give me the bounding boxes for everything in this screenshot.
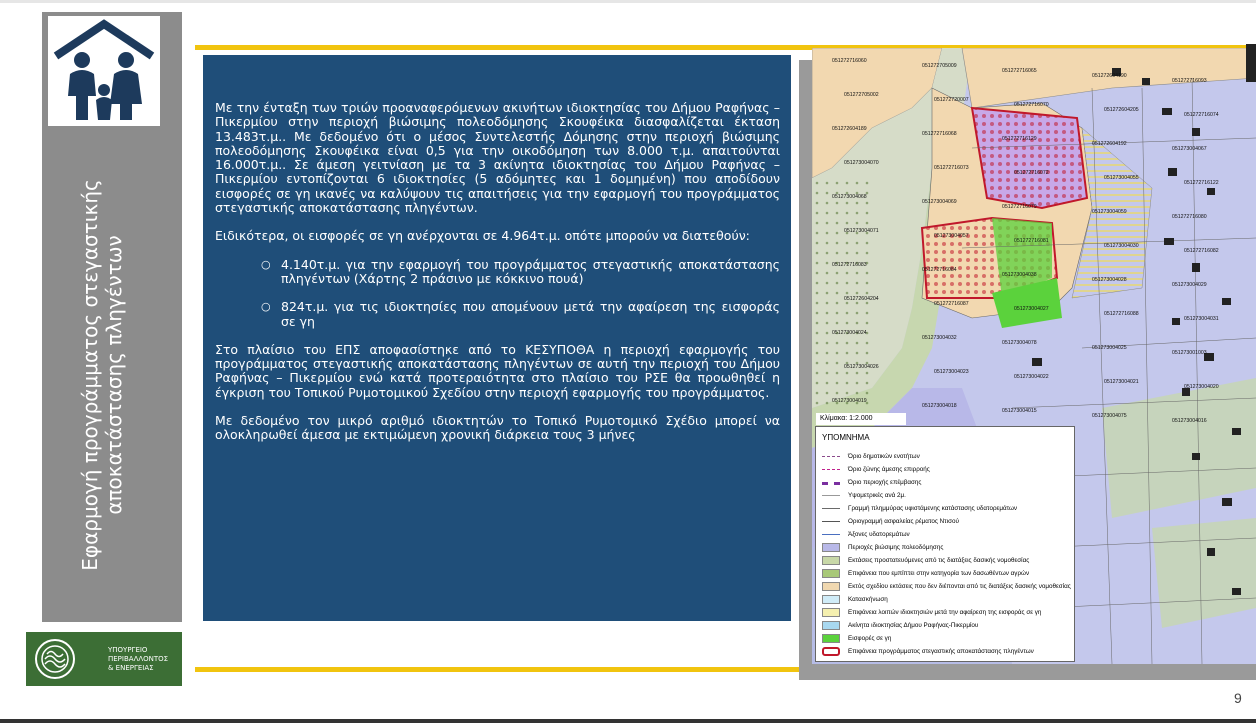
legend-item xyxy=(822,451,920,462)
ministry-logo-block xyxy=(26,632,182,686)
parcel-label: 051273004019 xyxy=(832,398,867,404)
parcel-label: 051273004023 xyxy=(934,369,969,375)
sidebar-title-container xyxy=(72,135,132,615)
legend-item xyxy=(822,490,906,501)
legend-symbol-icon xyxy=(822,556,840,565)
parcel-label: 051273004028 xyxy=(1092,277,1127,283)
paragraph-2: Ειδικότερα, οι εισφορές σε γη ανέρχονται σε 4.964τ.μ. οπότε μπορούν να διατεθούν: xyxy=(215,228,750,244)
parcel-label: 051273004032 xyxy=(922,335,957,341)
parcel-label: 051272716122 xyxy=(1184,180,1219,186)
legend-item xyxy=(822,594,888,605)
legend-symbol-icon xyxy=(822,582,840,591)
legend-label: Επιφάνεια λοιπών ιδιοκτησιών μετά την αφαίρεση της εισφοράς σε γη xyxy=(848,609,1042,616)
parcel-label: 051273004021 xyxy=(1104,379,1139,385)
parcel-label: 051272604205 xyxy=(1104,107,1139,113)
parcel-label: 051272716068 xyxy=(922,131,957,137)
parcel-label: 051273004038 xyxy=(1002,272,1037,278)
parcel-label: 051272716060 xyxy=(832,58,867,64)
parcel-label: 051273004031 xyxy=(1184,316,1219,322)
ministry-name xyxy=(108,646,168,673)
parcel-label: 051272716079 xyxy=(1002,204,1037,210)
parcel-label: 051272716070 xyxy=(1014,102,1049,108)
map-scale: Κλίμακα: 1:2.000 xyxy=(816,413,906,425)
legend-symbol-icon xyxy=(822,595,840,604)
parcel-label: 051272716129 xyxy=(1002,136,1037,142)
legend-symbol-icon xyxy=(822,647,840,656)
parcel-label: 051273004067 xyxy=(1172,146,1207,152)
bullet-circle-icon: ○ xyxy=(261,257,271,271)
legend-item xyxy=(822,633,891,644)
parcel-label: 051273004020 xyxy=(1184,384,1219,390)
legend-title: ΥΠΟΜΝΗΜΑ xyxy=(822,433,870,442)
legend-label: Περιοχές βιώσιμης πολεοδόμησης xyxy=(848,544,944,551)
legend-item xyxy=(822,542,943,553)
legend-label: Υψομετρικές ανά 2μ. xyxy=(848,492,906,499)
parcel-label: 051273004069 xyxy=(922,199,957,205)
parcel-label: 051273004026 xyxy=(844,364,879,370)
parcel-label: 051273004029 xyxy=(1172,282,1207,288)
legend-symbol-icon xyxy=(822,569,840,578)
legend-label: Γραμμή πλημμύρας υφιστάμενης κατάστασης υδατορεμάτων xyxy=(848,505,1018,512)
parcel-label: 051273004055 xyxy=(1104,175,1139,181)
parcel-label: 051272705002 xyxy=(844,92,879,98)
bullet-item-2 xyxy=(261,300,780,329)
legend-item xyxy=(822,646,1034,657)
legend-item xyxy=(822,464,930,475)
bottom-rule xyxy=(0,719,1256,723)
legend-label: Άξονες υδατορεμάτων xyxy=(848,531,910,538)
legend-symbol-icon xyxy=(822,621,840,630)
legend-item xyxy=(822,529,910,540)
ministry-line-2: ΠΕΡΙΒΑΛΛΟΝΤΟΣ xyxy=(108,655,169,663)
parcel-label: 051272716093 xyxy=(1172,78,1207,84)
parcel-label: 051272716080 xyxy=(1172,214,1207,220)
parcel-label: 051272604204 xyxy=(844,296,879,302)
bullet-text-1: 4.140τ.μ. για την εφαρμογή του προγράμματος στεγαστικής αποκατάστασης πληγέντων (Χάρτης 2 πράσινο με κόκκινο πουά) xyxy=(281,256,780,286)
legend-label: Όριο δημοτικών ενοτήτων xyxy=(848,453,920,460)
parcel-label: 051273004018 xyxy=(922,403,957,409)
legend-label: Όριο περιοχής επέμβασης xyxy=(848,479,922,486)
bullet-circle-icon: ○ xyxy=(261,300,271,314)
legend-item xyxy=(822,555,1029,566)
parcel-label: 051272705009 xyxy=(922,63,957,69)
parcel-label: 051272716083 xyxy=(832,262,867,268)
parcel-label: 051272720007 xyxy=(934,97,969,103)
legend-symbol-icon xyxy=(822,634,840,643)
parcel-label: 051272716084 xyxy=(922,267,957,273)
parcel-label: 051272716087 xyxy=(934,301,969,307)
parcel-label: 051273004030 xyxy=(1104,243,1139,249)
parcel-label: 051272716065 xyxy=(1002,68,1037,74)
ministry-line-3: & ΕΝΕΡΓΕΙΑΣ xyxy=(108,664,154,672)
legend-label: Ακίνητα ιδιοκτησίας Δήμου Ραφήνας-Πικερμίου xyxy=(848,622,979,629)
parcel-label: 051273004015 xyxy=(1002,408,1037,414)
legend-symbol-icon xyxy=(822,469,840,470)
legend-label: Εκτάσεις προστατευόμενες από τις διατάξεις δασικής νομοθεσίας xyxy=(848,557,1030,564)
bullet-text-2: 824τ.μ. για τις ιδιοκτησίες που απομένουν μετά την αφαίρεση της εισφοράς σε γη xyxy=(281,299,780,329)
parcel-label: 051272716081 xyxy=(1014,238,1049,244)
parcel-label: 051272716082 xyxy=(1184,248,1219,254)
parcel-label: 051273004022 xyxy=(1014,374,1049,380)
parcel-label: 051273004070 xyxy=(844,160,879,166)
top-rule xyxy=(0,0,1256,3)
page-number: 9 xyxy=(1234,690,1242,706)
legend-item xyxy=(822,581,1071,592)
parcel-label: 051273004068 xyxy=(832,194,867,200)
parcel-label: 051272716072 xyxy=(1014,170,1049,176)
paragraph-4: Με δεδομένο τον μικρό αριθμό ιδιοκτητών το Τοπικό Ρυμοτομικό Σχέδιο μπορεί να ολοκληρωθεί άμεσα με εκτιμώμενη χρονική διάρκεια τους 3 μήνες xyxy=(215,413,780,443)
legend-item xyxy=(822,620,978,631)
bullet-item-1 xyxy=(261,258,780,287)
legend-label: Όριο ζώνης άμεσης επιρροής xyxy=(848,466,930,473)
legend-symbol-icon xyxy=(822,534,840,535)
parcel-label: 051272604192 xyxy=(1092,141,1127,147)
legend-label: Επιφάνεια που εμπίπτει στην κατηγορία των δασωθέντων αγρών xyxy=(848,570,1030,577)
parcel-label: 051272716074 xyxy=(1184,112,1219,118)
paragraph-3: Στο πλαίσιο του ΕΠΣ αποφασίστηκε από το ΚΕΣΥΠΟΘΑ η περιοχή εφαρμογής του προγράμματος στεγαστικής αποκατάστασης πληγέντων σε αυτή την περιοχή του Δήμου Ραφήνας – Πικερμίου ενώ κατά προτεραιότητα στο πλαίσιο του ΡΣΕ θα προωθηθεί η έγκριση του Τοπικού Ρυμοτομικού Σχεδίου στην περιοχή εφαρμογής του προγράμματος. xyxy=(215,341,780,400)
legend-symbol-icon xyxy=(822,456,840,457)
legend-label: Εκτός σχεδίου εκτάσεις που δεν διέπονται από τις διατάξεις δασικής νομοθεσίας xyxy=(848,583,1071,590)
legend-label: Επιφάνεια προγράμματος στεγαστικής αποκατάστασης πληγέντων xyxy=(848,648,1034,655)
parcel-label: 051273004071 xyxy=(844,228,879,234)
parcel-label: 051273004016 xyxy=(1172,418,1207,424)
ministry-emblem-icon xyxy=(34,638,76,680)
legend-item xyxy=(822,568,1029,579)
legend-symbol-icon xyxy=(822,495,840,496)
legend-item xyxy=(822,503,1017,514)
parcel-label: 051273004078 xyxy=(1002,340,1037,346)
parcel-label: 051273004025 xyxy=(1092,345,1127,351)
parcel-label: 051273004027 xyxy=(1014,306,1049,312)
legend-label: Κατασκήνωση xyxy=(848,596,888,603)
legend-symbol-icon xyxy=(822,482,840,485)
legend-item xyxy=(822,516,959,527)
content-text-box xyxy=(203,55,791,621)
legend-symbol-icon xyxy=(822,543,840,552)
legend-symbol-icon xyxy=(822,521,840,522)
parcel-label: 051272604190 xyxy=(1092,73,1127,79)
legend-label: Οριογραμμή ασφαλείας ρέματος Ντισού xyxy=(848,518,959,525)
legend-item xyxy=(822,477,921,488)
parcel-label: 051272716088 xyxy=(1104,311,1139,317)
map-legend xyxy=(815,415,1075,662)
legend-label: Εισφορές σε γη xyxy=(848,635,892,642)
parcel-label: 051273001003 xyxy=(1172,350,1207,356)
paragraph-1: Με την ένταξη των τριών προαναφερόμενων ακινήτων ιδιοκτησίας του Δήμου Ραφήνας – Πικερμίου στην περιοχή βιώσιμης πολεοδόμησης Σκουφέικα διασφαλίζεται έκταση 13.483τ.μ.. Με δεδομένο ότι ο μέσος Συντελεστής Δόμησης στην περιοχή βιώσιμης πολεοδόμησης Σκουφέικα είναι 0,5 για την οικοδόμηση των 8.000 τ.μ. απαιτούνται 16.000τ.μ.. Σε άμεση γειτνίαση με τα 3 ακίνητα ιδιοκτησίας του Δήμου Ραφήνας – Πικερμίου εντοπίζονται 6 ιδιοκτησίες (5 αδόμητες και 1 δομημένη) που αποδίδουν εισφορές σε γη ικανές να καλύψουν τις απαιτήσεις για την εφαρμογή του προγράμματος στεγαστικής αποκατάστασης πληγέντων. xyxy=(215,100,780,216)
parcel-label: 051273004024 xyxy=(832,330,867,336)
family-house-logo-icon xyxy=(48,16,160,126)
parcel-label: 051273004059 xyxy=(1092,209,1127,215)
parcel-label: 051273004057 xyxy=(934,233,969,239)
ministry-line-1: ΥΠΟΥΡΓΕΙΟ xyxy=(108,646,148,654)
parcel-label: 051272716073 xyxy=(934,165,969,171)
map-dark-tab xyxy=(1246,44,1256,82)
sidebar-title: Εφαρμογή προγράμματος στεγαστικής αποκατάστασης πληγέντων xyxy=(78,179,126,571)
parcel-label: 051272604189 xyxy=(832,126,867,132)
parcel-label: 051273004075 xyxy=(1092,413,1127,419)
legend-symbol-icon xyxy=(822,508,840,509)
legend-item xyxy=(822,607,1041,618)
legend-symbol-icon xyxy=(822,608,840,617)
